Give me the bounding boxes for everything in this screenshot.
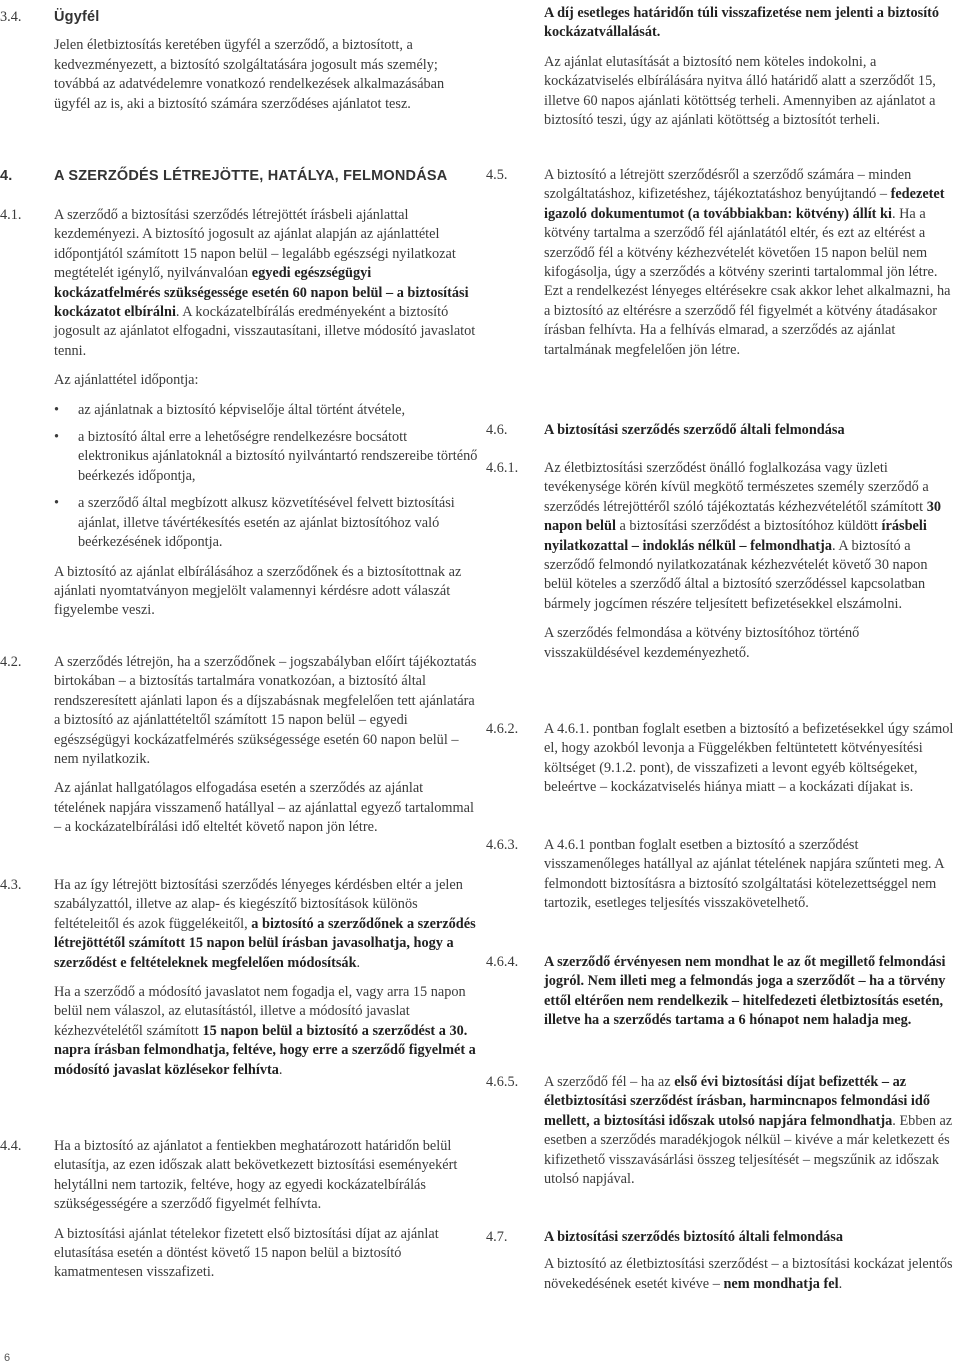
- section-title: A biztosítási szerződés szerződő általi felmondása: [544, 422, 845, 438]
- section-3-4: [0, 8, 478, 124]
- section-number: 3.4.: [0, 9, 22, 25]
- list-item: • a biztosító által erre a lehetőségre rendelkezésre bocsátott elektronikus ajánlatoknál a biztosító nyilvántartó rendszereibe történő beérkezés időpontja,: [54, 428, 478, 486]
- section-4: [0, 167, 478, 186]
- bullet-list: [54, 401, 478, 553]
- section-title: A biztosítási szerződés biztosító általi felmondása: [544, 1229, 844, 1245]
- list-item: • a szerződő által megbízott alkusz közvetítésével felvett biztosítási ajánlat, illetve távértékesítés esetén az ajánlat biztosítóhoz való beérkezésének időpontja.: [54, 494, 478, 552]
- bold-statement: A díj esetleges határidőn túli visszafizetése nem jelenti a biztosító kockázatvállalását.: [544, 5, 940, 41]
- section-4-1: [0, 206, 478, 631]
- paragraph: Az ajánlat elutasítását a biztosító nem köteles indokolni, a kockázatviselés elbírálására nyitva álló határidő alatt a szerződőt 15, illetve 60 napos ajánlati kötöttség terheli. Amennyiben az ajánlatot a biztosító teszi, úgy az ajánlati kötöttség a biztosítót terheli.: [544, 53, 936, 129]
- section-number: 4.5.: [486, 167, 508, 183]
- section-4-2: [0, 653, 478, 848]
- paragraph: A szerződés felmondása a kötvény biztosítóhoz történő visszaküldésével kezdeményezhető.: [544, 625, 860, 661]
- paragraph: Az életbiztosítási szerződést önálló foglalkozása vagy üzleti tevékenysége körén kívül megkötő természetes személy szerződő a szerződés létrejöttéről szóló tájékoztatás kézhezvételétől számított 30 napon belül a biztosítási szerződést a biztosítóhoz küldött írásbeli nyilatkozattal – indoklás nélkül – felmondhatja. A biztosító a szerződő felmondó nyilatkozatának kézhezvételét követő 30 napon belül köteles a szerződő által a biztosító szerződéssel kapcsolatban bármely jogcímen részére teljesített befizetésekkel elszámolni.: [544, 460, 941, 612]
- section-4-6: [486, 421, 958, 440]
- section-number: 4.6.: [486, 422, 508, 438]
- page-number: 6: [4, 1352, 11, 1364]
- section-number: 4.6.1.: [486, 460, 519, 476]
- paragraph: A szerződés létrejön, ha a szerződőnek – jogszabályban előírt tájékoztatás birtokában – a biztosítás tartalmára vonatkozóan, a biztosító által rendszeresített ajánlati lapon és a díjszabásnak megfelelően tett ajánlatára a biztosító az ajánlattételtől számított 15 napon belül – egyedi egészségügyi kockázatfelmérés szükségessége esetén 60 napon belül – nem nyilatkozik.: [54, 654, 477, 768]
- paragraph: A biztosítási ajánlat tételekor fizetett első biztosítási díjat az ajánlat elutasítása esetén a döntést követő 15 napon belül a biztosító kamatmentesen visszafizeti.: [54, 1225, 439, 1281]
- paragraph: A szerződő érvényesen nem mondhat le az őt megillető felmondási jogról. Nem illeti meg a felmondás joga a szerződőt – ha a törvény ettől eltérően nem rendelkezik – hitelfedezeti életbiztosítás esetén, illetve ha a szerződés tartama a 6 hónapot nem haladja meg.: [544, 954, 946, 1029]
- paragraph: A szerződő a biztosítási szerződés létrejöttét írásbeli ajánlattal kezdeményezi. A biztosító jogosult az ajánlat alapján az ajánlattétel időpontjától számított 15 napon belül – legalább egészségi nyilatkozat megtételét igénylő, nyilvánvalóan egyedi egészségügyi kockázatfelmérés szükségessége esetén 60 napon belül – a biztosítási kockázatot elbírálni. A kockázatelbírálás eredményeként a biztosító jogosult az ajánlatot elfogadni, visszautasítani, illetve módosító javaslatot tenni.: [54, 207, 476, 359]
- paragraph: A 4.6.1. pontban foglalt esetben a biztosító a befizetésekkel úgy számol el, hogy azokból levonja a Függelékben feltüntetett kötvényesítési költséget (9.1.2. pont), de visszafizeti a levont egyéb költségeket, beleértve – kockázatviselés hiánya miatt – a kockázati díjakat is.: [544, 721, 954, 796]
- paragraph: A szerződő fél – ha az első évi biztosítási díjat befizették – az életbiztosítási szerződést írásban, harmincnapos felmondási idő mellett, a biztosítási időszak utolsó napjára felmondhatja. Ebben az esetben a szerződés maradékjogok nélkül – kivéve a már keletkezett és kifizethető visszavásárlási összeg teljesítését – megszűnik az időszak utolsó napjával.: [544, 1074, 953, 1188]
- section-title: Ügyfél: [54, 9, 100, 25]
- section-4-6-1: [486, 459, 958, 673]
- section-4-3: [0, 876, 478, 1090]
- chapter-title: A SZERZŐDÉS LÉTREJÖTTE, HATÁLYA, FELMONDÁSA: [54, 168, 448, 184]
- paragraph: A 4.6.1 pontban foglalt esetben a biztosító a szerződést visszamenőleges hatállyal az ajánlat tételének napjára szűnteti meg. A felmondott biztosításra a biztosító szolgáltatási kötelezettséggel nem tartozik, esetleges teljesítés visszakövetelhető.: [544, 837, 944, 912]
- paragraph: Ha a biztosító az ajánlatot a fentiekben meghatározott határidőn belül elutasítja, az ezen időszak alatt bekövetkezett biztosítási eseményekért helytállni nem tartozik, feltéve, hogy az egyedi kockázatelbírálás szükségességére a szerződő figyelmét felhívta.: [54, 1138, 458, 1213]
- section-number: 4.4.: [0, 1138, 22, 1154]
- section-4-5: [486, 166, 958, 370]
- section-number: 4.3.: [0, 877, 22, 893]
- paragraph: A biztosító a létrejött szerződésről a szerződő számára – minden szolgáltatáshoz, kifizetéshez, tájékoztatáshoz benyújtandó – fedezetet igazoló dokumentumot (a továbbiakban: kötvény) állít ki. Ha a kötvény tartalma a szerződő fél ajánlatától eltér, és ezt az eltérést a szerződő fél a kötvény kézhezvételét követően 15 napon belül nem kifogásolja, úgy a szerződés a kötvény szerinti tartalommal jön létre. Ezt a rendelkezést lényeges eltérésekre csak akkor lehet alkalmazni, ha a biztosító az eltérésre a szerződő fél figyelmét a kötvény átadásakor írásban felhívta. Ha a felhívás elmarad, a szerződés az ajánlat tartalmának megfelelően jön létre.: [544, 167, 951, 358]
- section-number: 4.2.: [0, 654, 22, 670]
- paragraph: Ha az így létrejött biztosítási szerződés lényeges kérdésben eltér a jelen szabályzattól, illetve az alap- és kiegészítő biztosítások különös feltételeitől és azok függelékeitől, a biztosító a szerződőnek a szerződés létrejöttétől számított 15 napon belül írásban javasolhatja, hogy a szerződést e feltételeknek megfelelően módosítsák.: [54, 877, 476, 971]
- section-4-6-4: [486, 953, 958, 1041]
- paragraph: A biztosító az ajánlat elbírálásához a szerződőnek és a biztosítottnak az ajánlati nyomtatványon megjelölt valamennyi kérdésre adott válaszát figyelembe veszi.: [54, 563, 462, 619]
- section-number: 4.7.: [486, 1229, 508, 1245]
- section-4-6-3: [486, 836, 958, 924]
- continued-block: [486, 4, 958, 140]
- section-4-4: [0, 1137, 478, 1293]
- section-number: 4.1.: [0, 207, 22, 223]
- paragraph: Az ajánlattétel időpontja:: [54, 372, 199, 389]
- section-number: 4.6.4.: [486, 954, 519, 970]
- section-4-6-2: [486, 720, 958, 808]
- section-4-7: [486, 1228, 958, 1304]
- section-4-6-5: [486, 1073, 958, 1199]
- section-number: 4.6.2.: [486, 721, 519, 737]
- paragraph: A biztosító az életbiztosítási szerződést – a biztosítási kockázat jelentős növekedésének esetét kivéve – nem mondhatja fel.: [544, 1256, 953, 1292]
- paragraph: Az ajánlat hallgatólagos elfogadása esetén a szerződés az ajánlat tételének napjára visszamenő hatállyal – az ajánlattal egyező tartalommal – a kockázatelbírálási idő elteltét követő napon jön létre.: [54, 780, 474, 836]
- section-number: 4.: [0, 168, 13, 184]
- list-item: • az ajánlatnak a biztosító képviselője által történt átvétele,: [54, 401, 478, 420]
- section-number: 4.6.3.: [486, 837, 519, 853]
- section-number: 4.6.5.: [486, 1074, 519, 1090]
- paragraph: Jelen életbiztosítás keretében ügyfél a szerződő, a biztosított, a kedvezményezett, a biztosító szolgáltatására jogosult más személy; továbbá az adatvédelemre vonatkozó rendelkezések alkalmazásában ügyfél az is, aki a biztosító számára szerződéses ajánlatot tesz.: [54, 37, 445, 112]
- paragraph: Ha a szerződő a módosító javaslatot nem fogadja el, vagy arra 15 napon belül nem válaszol, az elutasítástól, illetve a módosító javaslat kézhezvételétől számított 15 napon belül a biztosító a szerződést a 30. napra írásban felmondhatja, feltéve, hogy erre a szerződő figyelmét a módosító javaslat közlésekor felhívta.: [54, 984, 476, 1078]
